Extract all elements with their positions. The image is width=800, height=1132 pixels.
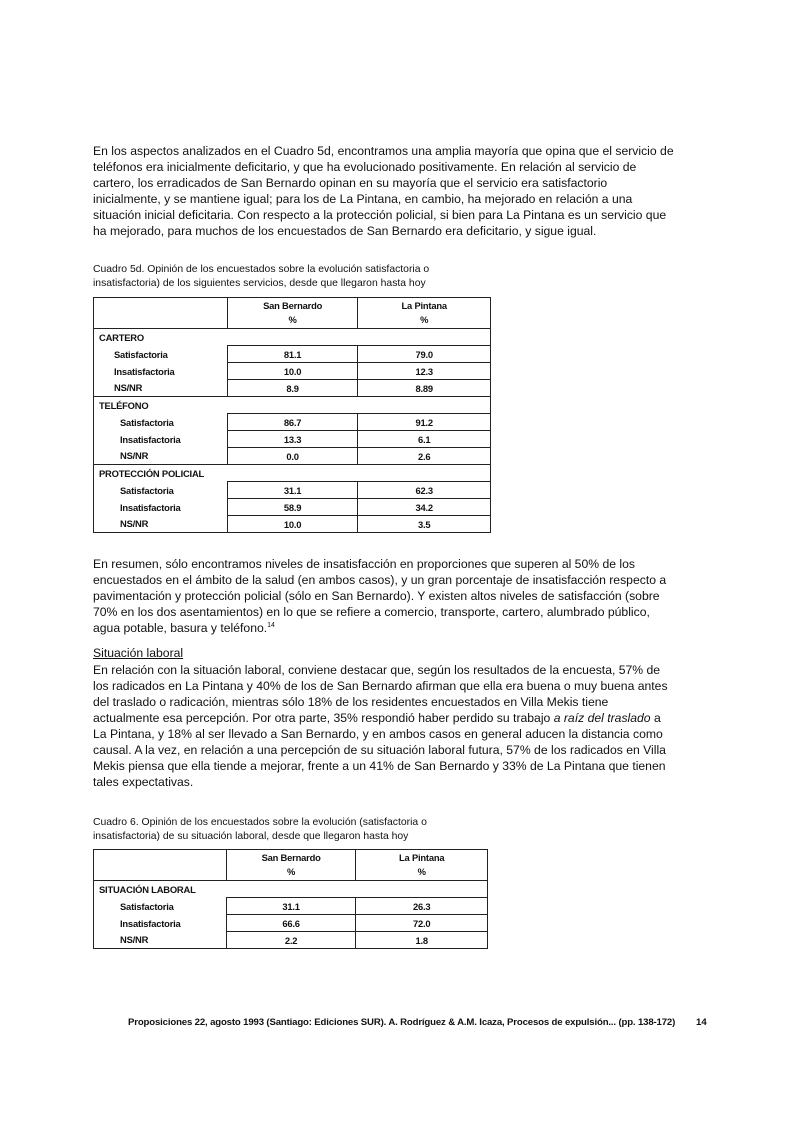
caption-line: Cuadro 5d. Opinión de los encuestados sobre la evolución satisfactoria o	[93, 264, 430, 275]
column-name: La Pintana	[399, 852, 445, 863]
table-row	[94, 482, 491, 499]
row-label: NS/NR	[94, 380, 228, 397]
header-san-bernardo	[226, 850, 356, 881]
column-unit: %	[420, 314, 429, 325]
row-label: Satisfactoria	[94, 482, 228, 499]
table-row	[94, 898, 488, 915]
section-title: TELÉFONO	[94, 397, 491, 414]
paragraph-line: teléfonos era inicialmente deficitario, y que ha evolucionado positivamente. En relación al servicio de	[93, 160, 637, 174]
row-label: Satisfactoria	[94, 414, 228, 431]
paragraph-line: tales expectativas.	[93, 775, 194, 789]
table-row	[94, 499, 491, 516]
footnote-reference: 14	[267, 621, 275, 629]
header-san-bernardo	[227, 298, 358, 329]
value-san-bernardo: 13.3	[227, 431, 358, 448]
paragraph-line: 70% en los dos asentamientos) en lo que se refiere a comercio, transporte, cartero, alumbrado público,	[93, 605, 650, 619]
section-title: CARTERO	[94, 329, 491, 346]
section-heading: Situación laboral	[93, 646, 184, 660]
paragraph-line: cartero, los erradicados de San Bernardo opinan en su mayoría que el servicio era satisfactorio	[93, 176, 608, 190]
paragraph-line: La Pintana, y 18% al ser llevado a San Bernardo, y en ambos casos en general aducen la distancia como	[93, 727, 663, 741]
paragraph-line: En resumen, sólo encontramos niveles de insatisfacción en proporciones que superen al 50% de los	[93, 557, 635, 571]
paragraph-line	[93, 620, 715, 636]
value-la-pintana: 26.3	[356, 898, 488, 915]
table-6-caption	[93, 816, 513, 843]
table-row	[94, 915, 488, 932]
value-san-bernardo: 10.0	[227, 516, 358, 533]
table-row	[94, 516, 491, 533]
section-row-proteccion-policial	[94, 465, 491, 482]
paragraph-text: a	[650, 711, 661, 725]
section-row-cartero	[94, 329, 491, 346]
italic-text: a raíz del traslado	[553, 711, 651, 725]
paragraph-line: pavimentación y protección policial (sólo en San Bernardo). Y existen altos niveles de satisfacción (sobre	[93, 589, 660, 603]
table-header-row	[94, 850, 488, 881]
value-san-bernardo: 2.2	[226, 932, 356, 949]
value-la-pintana: 3.5	[358, 516, 491, 533]
value-la-pintana: 8.89	[358, 380, 491, 397]
column-name: San Bernardo	[263, 300, 323, 311]
table-row	[94, 363, 491, 380]
value-la-pintana: 72.0	[356, 915, 488, 932]
value-la-pintana: 12.3	[358, 363, 491, 380]
value-san-bernardo: 31.1	[227, 482, 358, 499]
table-header-row	[94, 298, 491, 329]
header-la-pintana	[356, 850, 488, 881]
value-san-bernardo: 8.9	[227, 380, 358, 397]
paragraph-line: inicialmente, y se mantiene igual; para los de La Pintana, en cambio, ha mejorado en relación a una	[93, 192, 633, 206]
paragraph-1	[93, 143, 715, 239]
table-row	[94, 448, 491, 465]
value-san-bernardo: 0.0	[227, 448, 358, 465]
value-san-bernardo: 31.1	[226, 898, 356, 915]
table-row	[94, 431, 491, 448]
row-label: Satisfactoria	[94, 898, 227, 915]
value-la-pintana: 91.2	[358, 414, 491, 431]
section-title: SITUACIÓN LABORAL	[94, 881, 488, 898]
column-unit: %	[417, 866, 426, 877]
value-la-pintana: 6.1	[358, 431, 491, 448]
paragraph-text: agua potable, basura y teléfono.	[93, 621, 268, 635]
value-la-pintana: 79.0	[358, 346, 491, 363]
paragraph-line: ha mejorado, para muchos de los encuestados de San Bernardo era deficitario, y sigue igual.	[93, 224, 597, 238]
value-la-pintana: 62.3	[358, 482, 491, 499]
column-unit: %	[288, 314, 297, 325]
section-title: PROTECCIÓN POLICIAL	[94, 465, 491, 482]
header-empty-cell	[94, 298, 228, 329]
paragraph-line: En relación con la situación laboral, conviene destacar que, según los resultados de la encuesta, 57% de	[93, 663, 661, 677]
row-label: Insatisfactoria	[94, 499, 228, 516]
row-label: Insatisfactoria	[94, 363, 228, 380]
caption-line: insatisfactoria) de su situación laboral, desde que llegaron hasta hoy	[93, 830, 409, 842]
row-label: Insatisfactoria	[94, 915, 227, 932]
row-label: Insatisfactoria	[94, 431, 228, 448]
value-san-bernardo: 58.9	[227, 499, 358, 516]
column-unit: %	[287, 866, 296, 877]
row-label: NS/NR	[94, 448, 228, 465]
paragraph-line: del traslado o radicación, mientras sólo 18% de los residentes encuestados en Villa Mekis tiene	[93, 695, 609, 709]
column-name: San Bernardo	[261, 852, 321, 863]
table-5d-caption	[93, 263, 513, 290]
paragraph-line: En los aspectos analizados en el Cuadro 5d, encontramos una amplia mayoría que opina que el servicio de	[93, 144, 674, 158]
paragraph-2	[93, 556, 715, 636]
paragraph-line: Mekis piensa que ella tiende a mejorar, frente a un 41% de San Bernardo y 33% de La Pintana que tienen	[93, 759, 666, 773]
value-san-bernardo: 66.6	[226, 915, 356, 932]
caption-line: Cuadro 6. Opinión de los encuestados sobre la evolución (satisfactoria o	[93, 817, 427, 828]
paragraph-line: situación inicial deficitaria. Con respecto a la protección policial, si bien para La Pintana es un servicio que	[93, 208, 667, 222]
page-number: 14	[696, 1017, 707, 1028]
paragraph-line	[93, 710, 715, 726]
table-row	[94, 932, 488, 949]
paragraph-3	[93, 662, 715, 790]
table-row	[94, 346, 491, 363]
row-label: NS/NR	[94, 516, 228, 533]
value-san-bernardo: 10.0	[227, 363, 358, 380]
header-la-pintana	[358, 298, 491, 329]
paragraph-line: encuestados en el ámbito de la salud (en ambos casos), y un gran porcentaje de insatisfacción respecto a	[93, 573, 667, 587]
table-row	[94, 414, 491, 431]
section-row-telefono	[94, 397, 491, 414]
row-label: NS/NR	[94, 932, 227, 949]
caption-line: insatisfactoria) de los siguientes servicios, desde que llegaron hasta hoy	[93, 277, 426, 289]
value-la-pintana: 1.8	[356, 932, 488, 949]
value-la-pintana: 34.2	[358, 499, 491, 516]
section-row-situacion-laboral	[94, 881, 488, 898]
page-footer-citation: Proposiciones 22, agosto 1993 (Santiago: Ediciones SUR). A. Rodríguez & A.M. Icaza, Procesos de expulsión... (pp. 138-172)	[128, 1017, 676, 1028]
table-5d	[93, 297, 491, 533]
table-row	[94, 380, 491, 397]
value-san-bernardo: 81.1	[227, 346, 358, 363]
table-6	[93, 849, 488, 949]
value-san-bernardo: 86.7	[227, 414, 358, 431]
paragraph-line: causal. A la vez, en relación a una percepción de su situación laboral futura, 57% de los radicados en Villa	[93, 743, 666, 757]
value-la-pintana: 2.6	[358, 448, 491, 465]
paragraph-text: actualmente esa percepción. Por otra parte, 35% respondió haber perdido su trabajo	[93, 711, 554, 725]
header-empty-cell	[94, 850, 227, 881]
paragraph-line: los radicados en La Pintana y 40% de los de San Bernardo afirman que ella era buena o muy buena antes	[93, 679, 668, 693]
column-name: La Pintana	[401, 300, 447, 311]
row-label: Satisfactoria	[94, 346, 228, 363]
